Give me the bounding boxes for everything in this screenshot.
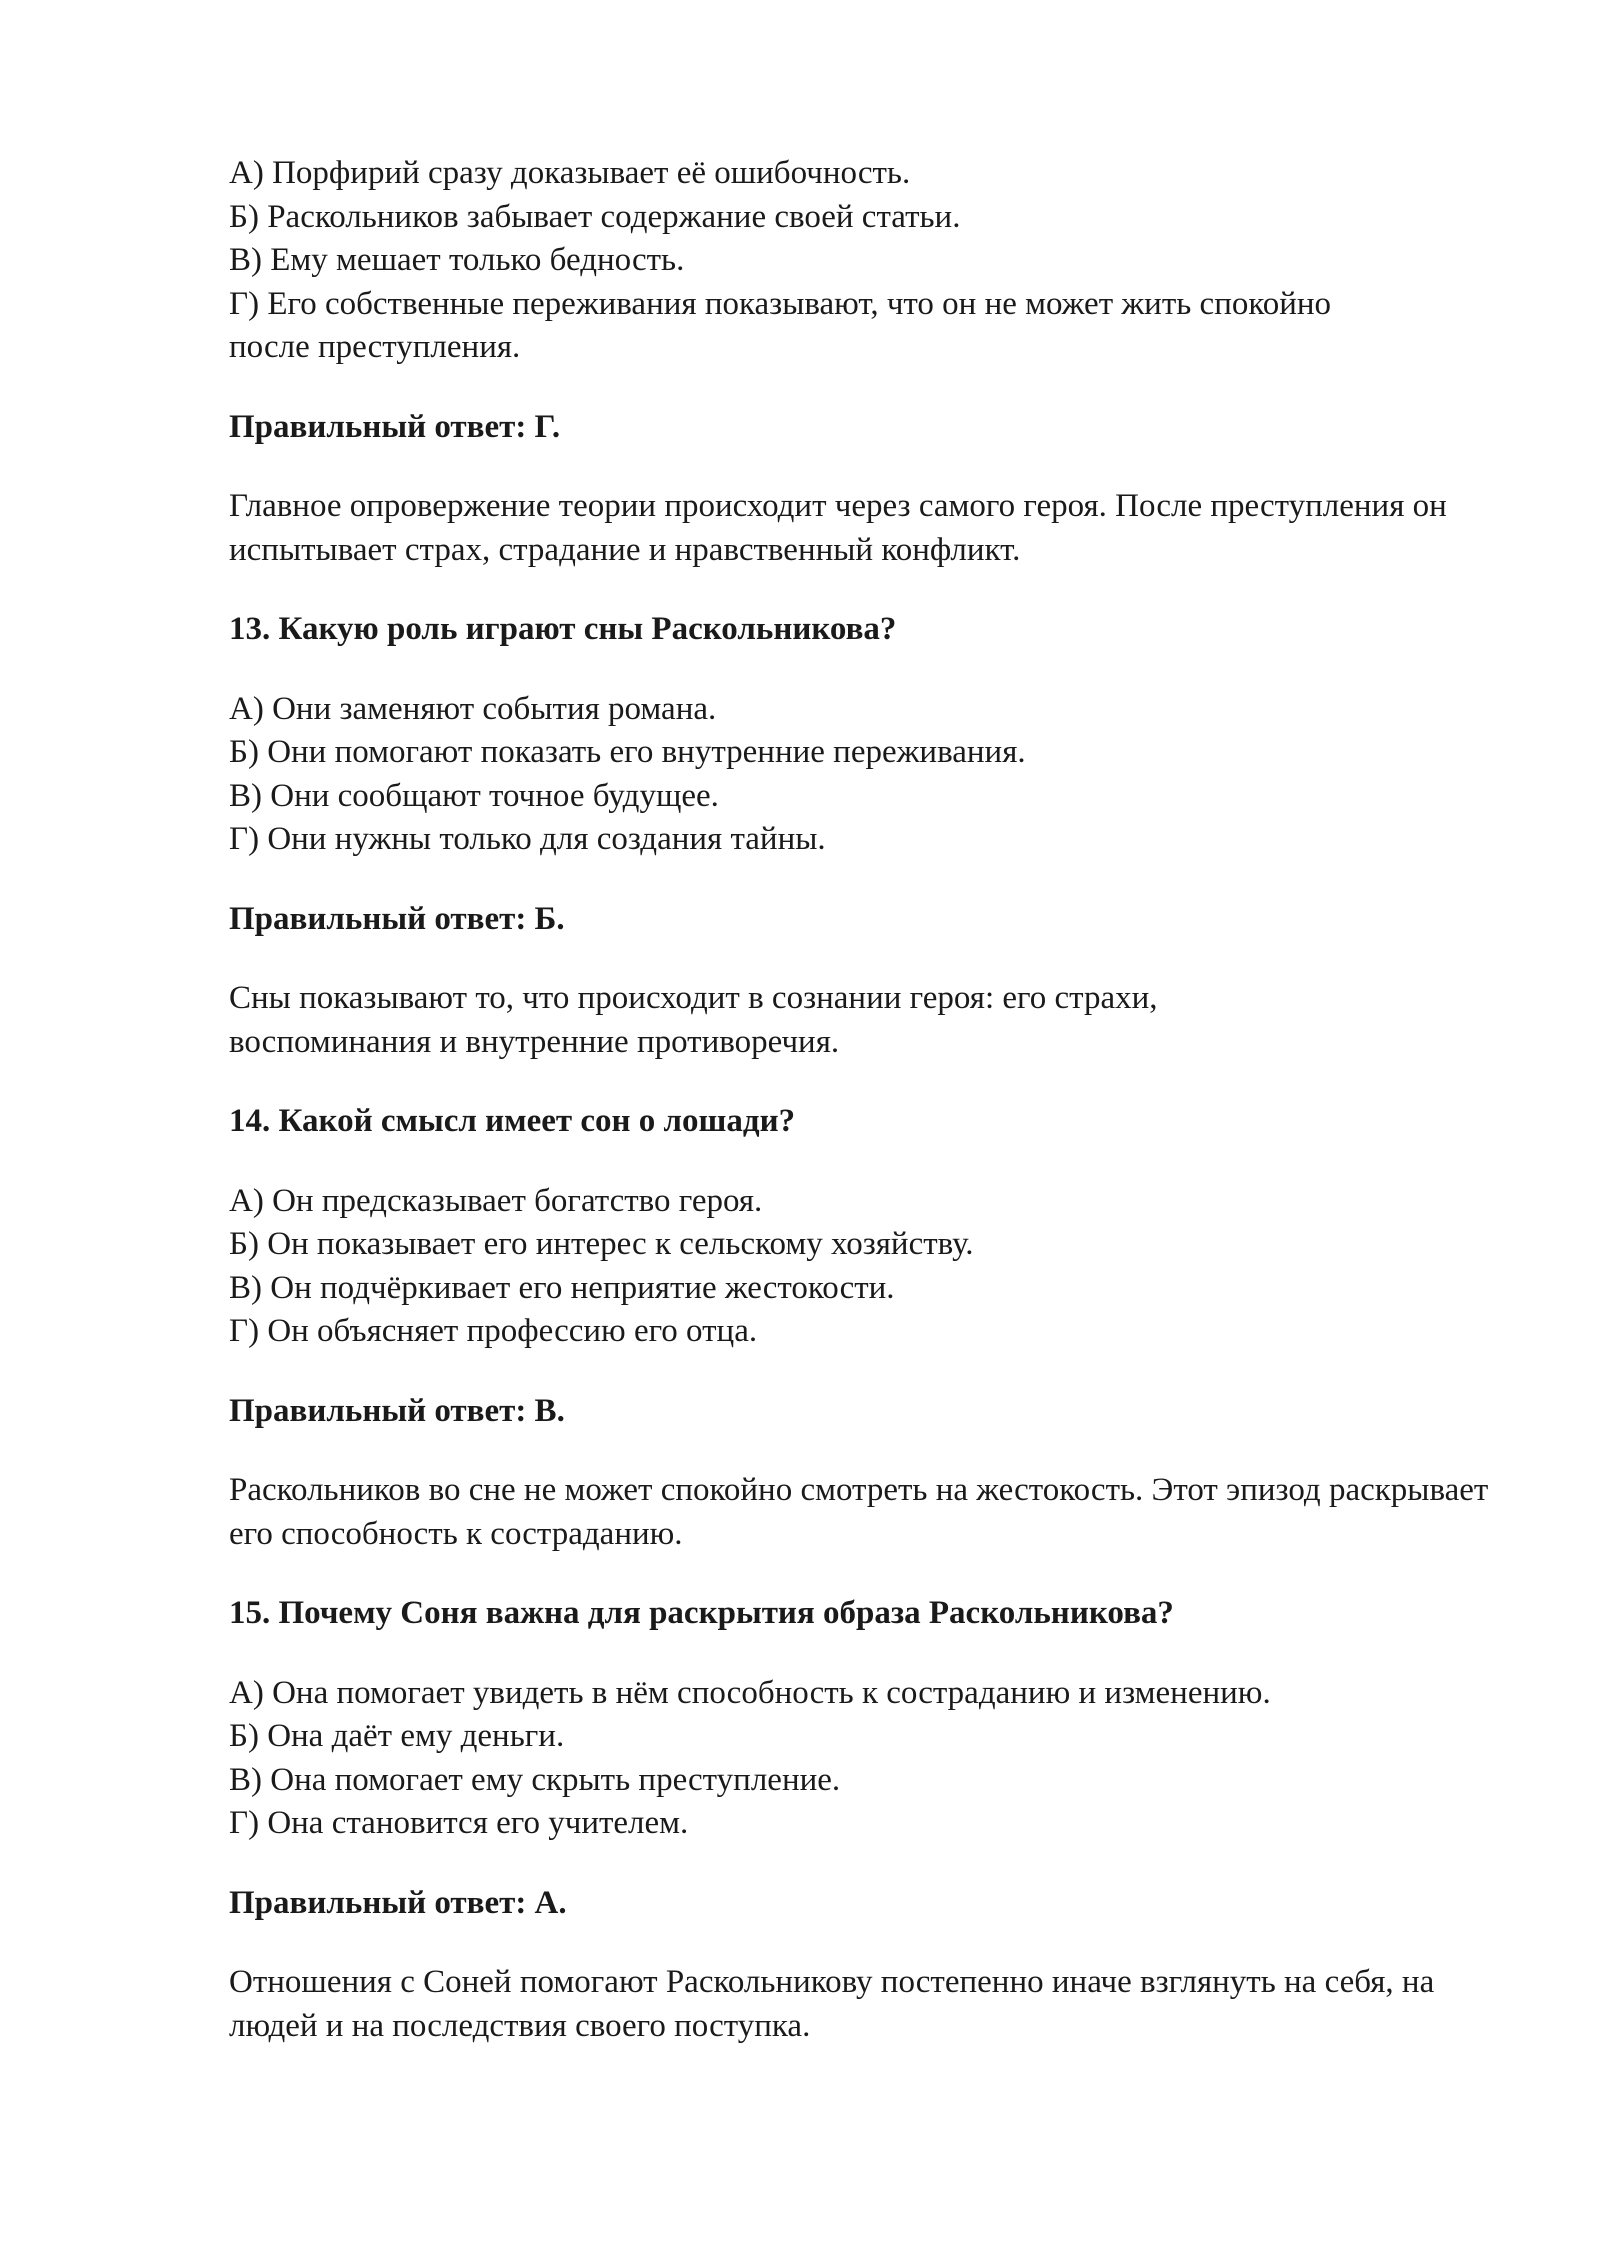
question-15-heading: 15. Почему Соня важна для раскрытия образа Раскольникова? xyxy=(229,1595,1174,1631)
question-13-heading: 13. Какую роль играют сны Раскольникова? xyxy=(229,611,897,647)
option-b: Б) Они помогают показать его внутренние переживания. xyxy=(229,734,1026,770)
explanation-text: Сны показывают то, что происходит в сознании героя: его страхи, воспоминания и внутренние противоречия. xyxy=(229,980,1158,1060)
explanation-text: Раскольников во сне не может спокойно смотреть на жестокость. Этот эпизод раскрывает его способность к состраданию. xyxy=(229,1472,1489,1552)
explanation-text: Главное опровержение теории происходит через самого героя. После преступления он испытывает страх, страдание и нравственный конфликт. xyxy=(229,488,1447,568)
options-list-14 xyxy=(229,1180,1529,1354)
correct-answer-15: Правильный ответ: А. xyxy=(229,1884,567,1921)
correct-answer-12: Правильный ответ: Г. xyxy=(229,408,561,445)
question-14-heading: 14. Какой смысл имеет сон о лошади? xyxy=(229,1103,796,1139)
option-a: А) Он предсказывает богатство героя. xyxy=(229,1182,763,1219)
explanation-13 xyxy=(229,977,1529,1064)
explanation-text: Отношения с Соней помогают Раскольникову постепенно иначе взглянуть на себя, на людей и на последствия своего поступка. xyxy=(229,1964,1435,2044)
option-c: В) Они сообщают точное будущее. xyxy=(229,777,719,814)
option-a: А) Они заменяют события романа. xyxy=(229,690,717,727)
correct-answer-13: Правильный ответ: Б. xyxy=(229,900,565,937)
options-list-13 xyxy=(229,688,1529,862)
option-c: В) Ему мешает только бедность. xyxy=(229,242,685,278)
correct-answer-14: Правильный ответ: В. xyxy=(229,1392,565,1429)
option-a: А) Порфирий сразу доказывает её ошибочность. xyxy=(229,155,911,191)
option-d: Г) Она становится его учителем. xyxy=(229,1805,689,1841)
option-b: Б) Она даёт ему деньги. xyxy=(229,1718,565,1754)
option-d: Г) Его собственные переживания показывают, что он не может жить спокойно после преступления. xyxy=(229,285,1332,365)
explanation-15 xyxy=(229,1961,1529,2048)
option-d: Г) Он объясняет профессию его отца. xyxy=(229,1313,758,1349)
document-page xyxy=(229,152,1529,2048)
option-a: А) Она помогает увидеть в нём способность к состраданию и изменению. xyxy=(229,1674,1271,1711)
option-b: Б) Раскольников забывает содержание своей статьи. xyxy=(229,198,961,235)
option-b: Б) Он показывает его интерес к сельскому хозяйству. xyxy=(229,1226,974,1262)
options-list-15 xyxy=(229,1672,1529,1846)
option-c: В) Она помогает ему скрыть преступление. xyxy=(229,1761,841,1798)
explanation-12 xyxy=(229,485,1529,572)
options-list-12 xyxy=(229,152,1529,370)
option-c: В) Он подчёркивает его неприятие жестокости. xyxy=(229,1269,895,1306)
option-d: Г) Они нужны только для создания тайны. xyxy=(229,821,826,857)
explanation-14 xyxy=(229,1469,1529,1556)
